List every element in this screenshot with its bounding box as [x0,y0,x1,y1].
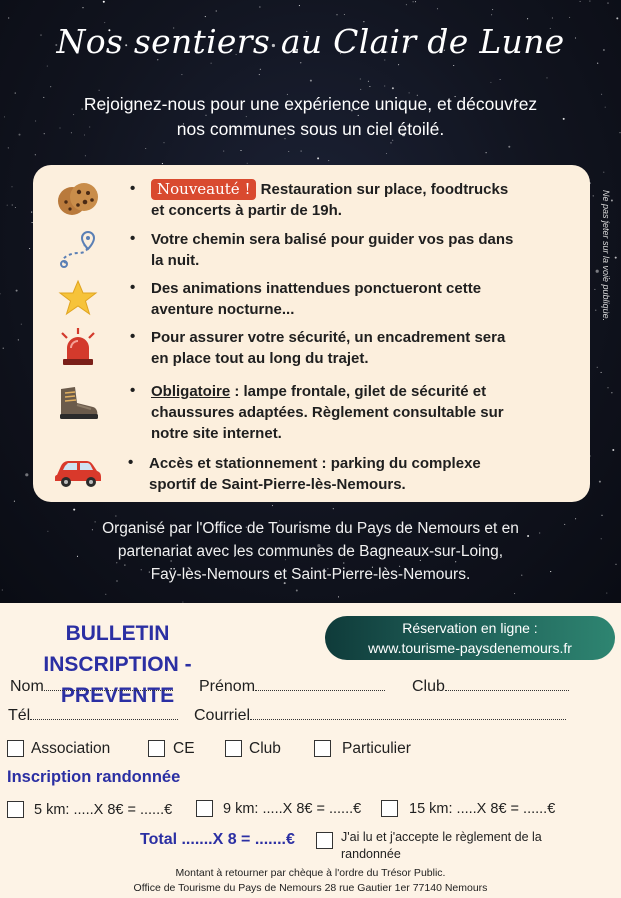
star [105,594,106,595]
star [99,90,100,91]
star [296,590,298,592]
star [606,593,607,594]
star [317,157,319,159]
star [607,387,608,388]
star [599,481,601,483]
star [181,74,182,75]
star [601,515,602,516]
prenom-field[interactable]: Prénom [199,678,385,696]
star [490,82,491,83]
star [247,163,248,164]
intro-line-2: nos communes sous un ciel étoilé. [176,119,445,139]
courriel-field[interactable]: Courriel [194,707,566,725]
registration-form [0,603,621,898]
star [589,1,590,2]
footer-note: Montant à retourner par chèque à l'ordre du Trésor Public. Office de Tourisme du Pays de Nemours 28 rue Gautier 1er 77140 Nemours [133,867,488,894]
5km-checkbox[interactable] [7,801,24,818]
star [486,152,487,153]
hiking-boot-icon [53,383,103,423]
star [85,155,86,156]
star [15,207,16,208]
star [7,205,8,206]
star [546,77,547,78]
star [386,153,387,154]
new-badge: Nouveauté ! [151,179,256,200]
star [580,1,581,2]
star [491,14,492,15]
star [605,107,606,108]
star [597,367,598,368]
5km-option: 5 km: .....X 8€ = ......€ [34,802,173,818]
nom-field[interactable]: Nom [10,678,173,696]
star [0,293,1,294]
hike-registration-label: Inscription randonnée [7,768,181,786]
star [216,10,217,11]
star [2,589,3,590]
star [336,14,337,15]
star [612,449,614,451]
star [360,89,361,90]
info-text: Nouveauté ! Restauration sur place, foodtrucks et concerts à partir de 19h. [151,180,509,219]
association-checkbox[interactable] [7,740,24,757]
info-text: Votre chemin sera balisé pour guider vos pas dans la nuit. [151,231,514,269]
star [299,5,300,6]
star [569,17,570,18]
star [16,290,18,292]
star-icon [53,278,103,318]
organizer-text: Organisé par l'Office de Tourisme du Pays de Nemours et en partenariat avec les communes de Bagneaux-sur-Loing, Faÿ-lès-Nemours et Saint-Pierre-lès-Nemours. [102,520,519,583]
star [500,79,501,80]
star [272,505,273,506]
map-route-icon [53,229,103,269]
online-booking-link[interactable]: Réservation en ligne : www.tourisme-paysdenemours.fr [325,616,615,660]
star [619,132,620,133]
ce-label: CE [173,740,195,757]
intro-line-1: Rejoignez-nous pour une expérience unique, et découvrez [83,94,538,114]
tel-field[interactable]: Tél [8,707,178,725]
star [73,509,75,511]
star [552,17,553,18]
star [18,339,19,340]
star [205,16,206,17]
star [437,8,438,9]
star [11,186,12,187]
siren-icon [53,327,103,367]
star [492,9,493,10]
star [360,78,361,79]
star [607,3,608,4]
club-checkbox[interactable] [225,740,242,757]
star [47,66,48,67]
star [527,18,528,19]
star [240,150,241,151]
star [344,14,345,15]
star [413,1,414,2]
star [615,257,617,259]
star [8,147,9,148]
association-label: Association [31,740,111,757]
star [4,116,5,117]
star [601,94,602,95]
9km-checkbox[interactable] [196,800,213,817]
star [288,151,289,152]
star [415,1,416,2]
page-title: Nos sentiers au Clair de Lune [56,22,565,61]
star [29,248,30,249]
total-line: Total .......X 8 = .......€ [140,831,295,848]
9km-option: 9 km: .....X 8€ = ......€ [223,801,362,817]
15km-option: 15 km: .....X 8€ = ......€ [409,801,556,817]
star [453,65,454,66]
form-title: BULLETIN INSCRIPTION - PREVENTE [43,622,192,707]
star [611,200,613,202]
star [615,564,616,565]
accept-rules-label: J'ai lu et j'accepte le règlement de la randonnée [341,830,542,861]
particulier-checkbox[interactable] [314,740,331,757]
star [3,348,4,349]
star [259,74,260,75]
star [14,501,15,502]
star [50,86,51,87]
star [601,372,602,373]
star [145,148,146,149]
star [21,324,22,325]
star [616,17,618,19]
star [514,593,515,594]
star [611,392,612,393]
star [603,172,604,173]
mandatory-label: Obligatoire [151,383,231,400]
club-field[interactable]: Club [412,678,569,696]
star [211,63,212,64]
star [12,204,13,205]
star [384,85,385,86]
accept-rules-checkbox[interactable] [316,832,333,849]
cookie-icon [53,179,103,219]
star [398,64,399,65]
star [406,4,407,5]
info-text: Obligatoire : lampe frontale, gilet de sécurité et chaussures adaptées. Règlement consultable sur notre site internet. [151,383,504,442]
star [103,1,105,3]
star [35,154,36,155]
star [597,63,598,64]
star [328,160,329,161]
star [15,93,16,94]
info-text: Accès et stationnement : parking du complexe sportif de Saint-Pierre-lès-Nemours. [149,455,481,493]
star [369,86,370,87]
info-text: Pour assurer votre sécurité, un encadrement sera en place tout au long du trajet. [151,329,506,367]
star [338,596,339,597]
star [82,7,83,8]
star [392,87,394,89]
star [601,538,602,539]
star [8,17,9,18]
star [310,80,312,82]
ce-checkbox[interactable] [148,740,165,757]
star [333,508,334,509]
star [163,142,164,143]
star [301,151,302,152]
star [259,6,260,7]
star [508,146,510,148]
club-label: Club [249,740,281,757]
star [25,473,28,476]
star [162,163,163,164]
particulier-label: Particulier [342,740,411,757]
info-text: Des animations inattendues ponctueront cette aventure nocturne... [151,280,482,318]
intro-text [20,92,601,142]
15km-checkbox[interactable] [381,800,398,817]
side-note: Ne pas jeter sur la voie publique. [601,190,611,322]
info-card: • Nouveauté ! Restauration sur place, foodtrucks et concerts à partir de 19h. • Votre chemin sera balisé pour guider vos pas dans la nuit. • Des animations inattendues ponctueront cette aventure nocturne... • Pour assurer votre sécurité, un encadrement sera en place tout au long du trajet. • Obligatoire : lampe frontale, gilet de sécurité et chaussures adaptées. Règlement consultable sur notre site internet. • Accès et stationnement : parking du complexe sportif de Saint-Pierre-lès-Nemours. [33,165,590,502]
star [223,151,224,152]
star [390,142,391,143]
star [260,69,261,70]
car-icon [53,451,103,491]
star [368,81,369,82]
star [300,62,301,63]
